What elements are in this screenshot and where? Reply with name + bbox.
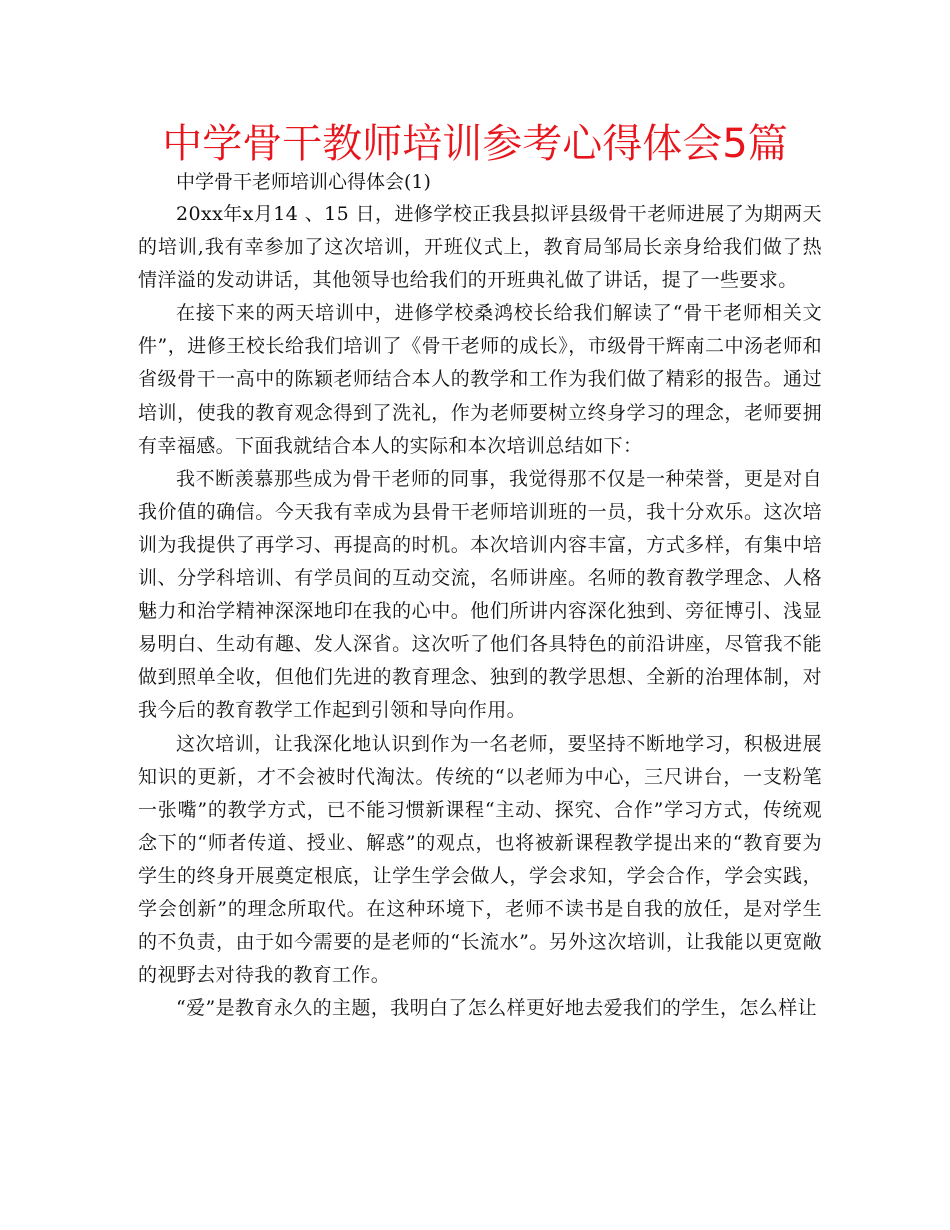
paragraph: 这次培训，让我深化地认识到作为一名老师，要坚持不断地学习，积极进展知识的更新，才不会被时代淘汰。传统的“以老师为中心，三尺讲台，一支粉笔一张嘴”的教学方式，已不能习惯新课程“主动、探究、合作”学习方式，传统观念下的“师者传道、授业、解惑”的观点，也将被新课程教学提出来的“教育要为学生的终身开展奠定根底，让学生学会做人，学会求知，学会合作，学会实践，学会创新”的理念所取代。在这种环境下，老师不读书是自我的放任，是对学生的不负责，由于如今需要的是老师的“长流水”。另外这次培训，让我能以更宽敞的视野去对待我的教育工作。 [138, 732, 822, 987]
paragraph: 我不断羡慕那些成为骨干老师的同事，我觉得那不仅是一种荣誉，更是对自我价值的确信。今天我有幸成为县骨干老师培训班的一员，我十分欢乐。这次培训为我提供了再学习、再提高的时机。本次培训内容丰富，方式多样，有集中培训、分学科培训、有学员间的互动交流，名师讲座。名师的教育教学理念、人格魅力和治学精神深深地印在我的心中。他们所讲内容深化独到、旁征博引、浅显易明白、生动有趣、发人深省。这次听了他们各具特色的前沿讲座，尽管我不能做到照单全收，但他们先进的教育理念、独到的教学思想、全新的治理体制，对我今后的教育教学工作起到引领和导向作用。 [138, 467, 822, 722]
paragraph: “爱”是教育永久的主题，我明白了怎么样更好地去爱我们的学生，怎么样让 [176, 997, 818, 1020]
paragraph: 20xx年x月14 、15 日，进修学校正我县拟评县级骨干老师进展了为期两天的培训,我有幸参加了这次培训，开班仪式上，教育局邹局长亲身给我们做了热情洋溢的发动讲话，其他领导也给我们的开班典礼做了讲话，提了一些要求。 [138, 203, 822, 292]
document-body [138, 198, 822, 1025]
document-title: 中学骨干教师培训参考心得体会5篇 [162, 121, 788, 167]
section-subtitle: 中学骨干老师培训心得体会(1) [176, 171, 431, 193]
paragraph: 在接下来的两天培训中，进修学校桑鸿校长给我们解读了“骨干老师相关文件”，进修王校长给我们培训了《骨干老师的成长》，市级骨干辉南二中汤老师和省级骨干一高中的陈颖老师结合本人的教学和工作为我们做了精彩的报告。通过培训，使我的教育观念得到了洗礼，作为老师要树立终身学习的理念，老师要拥有幸福感。下面我就结合本人的实际和本次培训总结如下： [138, 302, 822, 457]
